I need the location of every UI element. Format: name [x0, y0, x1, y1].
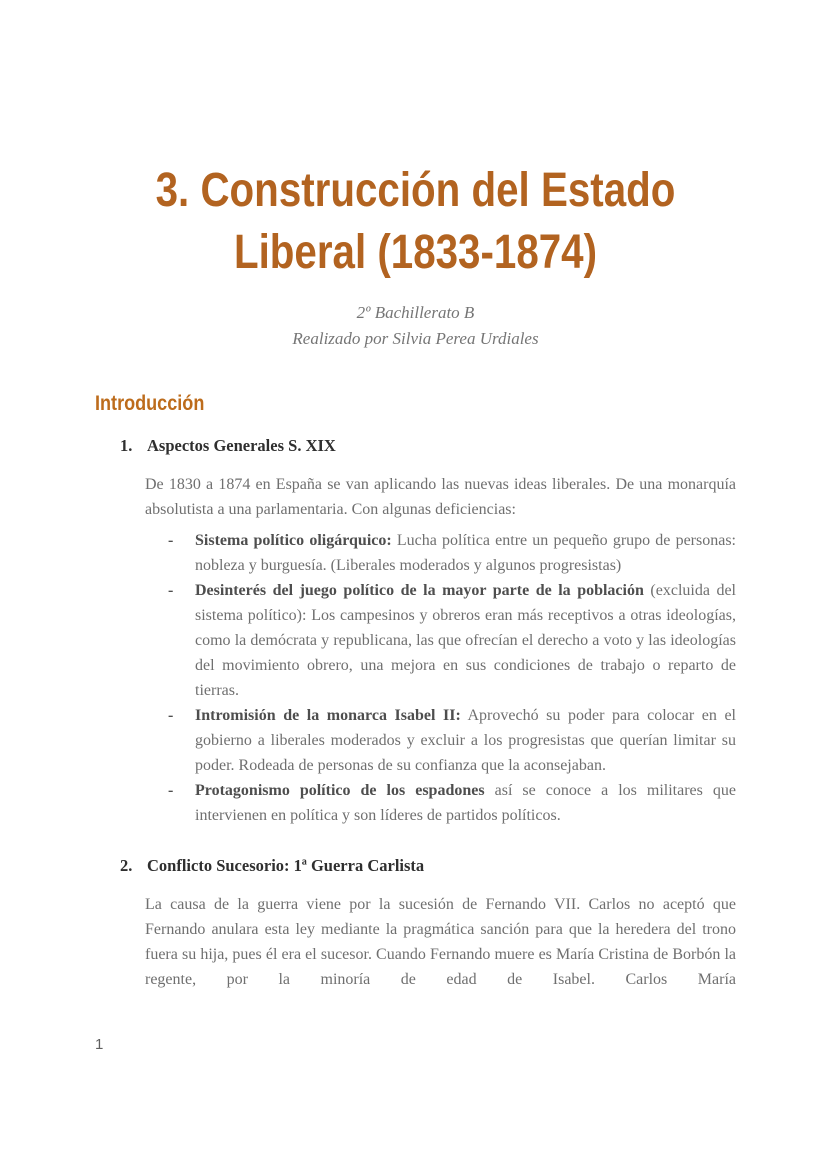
bullet-item-2	[168, 578, 736, 703]
title-line-1: 3. Construcción del Estado	[155, 164, 676, 217]
page-number: 1	[95, 1036, 104, 1053]
bullet-text-2	[195, 578, 736, 703]
section-1-paragraph: De 1830 a 1874 en España se van aplicando las nuevas ideas liberales. De una monarquía absolutista a una parlamentaria. Con algunas deficiencias:	[145, 476, 736, 518]
subtitle-line-1: 2º Bachillerato B	[356, 303, 475, 322]
bullet-list	[168, 528, 736, 828]
bullet-item-1	[168, 528, 736, 578]
section-2-heading	[120, 855, 736, 877]
section-2	[95, 855, 736, 992]
section-1	[95, 435, 736, 828]
bullet-4-bold: Protagonismo político de los espadones	[195, 782, 485, 799]
bullet-dash: -	[168, 532, 174, 549]
section-1-heading	[120, 435, 736, 457]
bullet-item-3	[168, 703, 736, 778]
section-1-heading-text: Aspectos Generales S. XIX	[147, 436, 336, 455]
document-title	[146, 160, 684, 284]
bullet-item-4	[168, 778, 736, 828]
bullet-text-3	[195, 703, 736, 778]
document-subtitle	[95, 300, 736, 352]
bullet-text-4	[195, 778, 736, 828]
bullet-4-rest: así se conoce a los militares que intervienen en política y son líderes de partidos políticos.	[195, 782, 737, 824]
bullet-dash: -	[168, 707, 174, 724]
bullet-1-bold: Sistema político oligárquico:	[195, 532, 392, 549]
bullet-3-bold: Intromisión de la monarca Isabel II:	[195, 707, 461, 724]
bullet-dash: -	[168, 582, 174, 599]
intro-heading: Introducción	[95, 392, 205, 415]
bullet-1-rest: Lucha política entre un pequeño grupo de personas: nobleza y burguesía. (Liberales moderados y algunos progresistas)	[195, 532, 737, 574]
bullet-2-rest: (excluida del sistema político): Los campesinos y obreros eran más receptivos a otras ideologías, como la demócrata y republicana, las que ofrecían el derecho a voto y las ideologías del movimiento obrero, una mejora en sus condiciones de trabajo o reparto de tierras.	[195, 582, 737, 699]
bullet-2-bold: Desinterés del juego político de la mayor parte de la población	[195, 582, 644, 599]
section-1-number: 1.	[120, 436, 133, 455]
section-2-heading-text: Conflicto Sucesorio: 1ª Guerra Carlista	[147, 856, 425, 875]
title-line-2: Liberal (1833-1874)	[233, 226, 598, 279]
bullet-text-1	[195, 528, 736, 578]
section-2-paragraph: La causa de la guerra viene por la sucesión de Fernando VII. Carlos no aceptó que Fernando anulara esta ley mediante la pragmática sanción para que la heredera del trono fuera su hija, pues él era el sucesor. Cuando Fernando muere es María Cristina de Borbón la regente, por la minoría de edad de Isabel. Carlos María	[145, 896, 736, 988]
subtitle-line-2: Realizado por Silvia Perea Urdiales	[292, 329, 539, 348]
bullet-dash: -	[168, 782, 174, 799]
section-2-number: 2.	[120, 856, 133, 875]
bullet-3-rest: Aprovechó su poder para colocar en el gobierno a liberales moderados y excluir a los progresistas que querían limitar su poder. Rodeada de personas de su confianza que la aconsejaban.	[195, 707, 736, 774]
